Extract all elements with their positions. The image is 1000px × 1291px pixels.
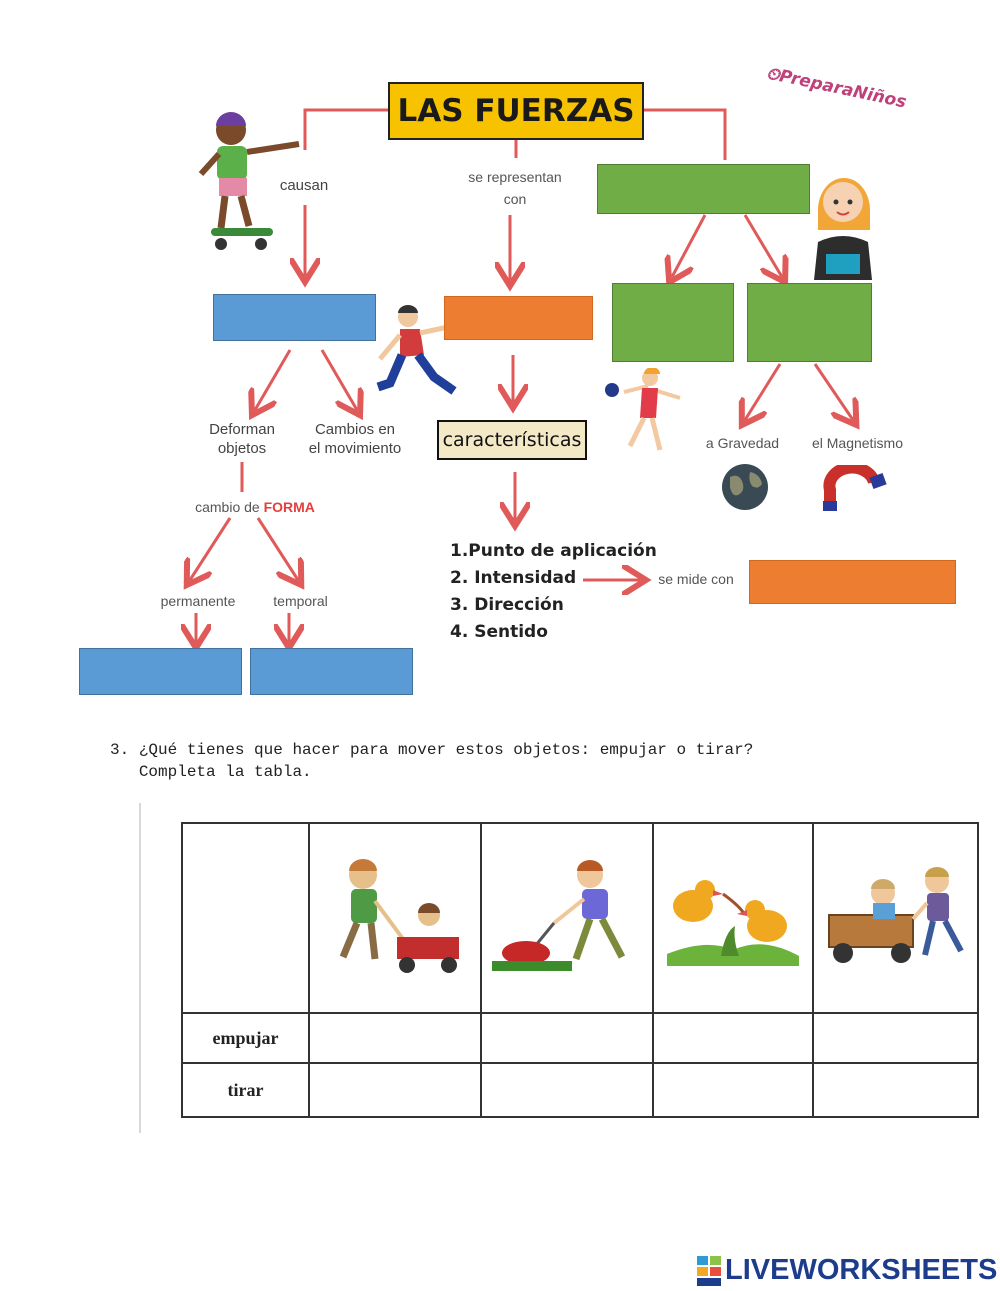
temporal-label: temporal: [273, 593, 328, 609]
deforman-label: [192, 420, 292, 458]
answer-cell[interactable]: [813, 1013, 978, 1063]
answer-cell[interactable]: [481, 1013, 653, 1063]
answer-box-green-top[interactable]: [597, 164, 810, 214]
table-cell-picture: [481, 823, 653, 1013]
answer-box-orange-unit[interactable]: [749, 560, 956, 604]
magnet-icon: [815, 465, 895, 515]
earth-globe-icon: [720, 462, 770, 512]
question-number: 3.: [110, 741, 130, 759]
answer-box-blue-permanente[interactable]: [79, 648, 242, 695]
list-item: 2. Intensidad: [450, 568, 577, 588]
cambios-label: [295, 420, 415, 458]
deforman-line-1: Deforman: [209, 421, 275, 438]
table-cell-picture: [309, 823, 481, 1013]
boy-pushing-lawnmower-icon: [492, 853, 642, 983]
magnetismo-label: el Magnetismo: [811, 435, 904, 451]
table-cell-empty: [182, 823, 309, 1013]
answer-cell[interactable]: [813, 1063, 978, 1117]
question-text: [110, 739, 753, 783]
gravedad-label: a Gravedad: [705, 435, 780, 451]
brand-text: PreparaNiños: [777, 66, 909, 113]
permanente-label: permanente: [160, 593, 236, 609]
table-row: [182, 823, 978, 1013]
table-cell-picture: [653, 823, 813, 1013]
divider-line: [139, 803, 141, 1133]
kids-pushing-cart-icon: [821, 863, 971, 973]
boy-pulling-wagon-icon: [325, 853, 465, 983]
cambio-de-text: cambio de: [195, 499, 264, 515]
teacher-woman-icon: [808, 162, 878, 280]
liveworksheets-mark-icon: [697, 1256, 721, 1286]
map-title: LAS FUERZAS: [388, 82, 644, 140]
causan-label: causan: [279, 177, 329, 194]
answer-box-green-left[interactable]: [612, 283, 734, 362]
answer-cell[interactable]: [653, 1063, 813, 1117]
cambio-de-forma-label: [180, 498, 330, 517]
answer-cell[interactable]: [309, 1063, 481, 1117]
se-representan-label: se representan: [468, 169, 562, 185]
answer-cell[interactable]: [309, 1013, 481, 1063]
liveworksheets-text: LIVEWORKSHEETS: [725, 1254, 998, 1286]
answer-box-blue-causan[interactable]: [213, 294, 376, 341]
answer-box-green-right[interactable]: [747, 283, 872, 362]
table-row: [182, 1013, 978, 1063]
liveworksheets-logo[interactable]: [697, 1254, 997, 1287]
table-row: [182, 1063, 978, 1117]
chicks-pulling-worm-icon: [663, 858, 803, 978]
answer-box-orange-representan[interactable]: [444, 296, 593, 340]
list-item: 3. Dirección: [450, 595, 564, 615]
row-label-tirar: tirar: [182, 1063, 309, 1117]
clock-icon: ⏲: [764, 63, 782, 86]
row-label-empujar: empujar: [182, 1013, 309, 1063]
list-item: 1.Punto de aplicación: [450, 541, 657, 561]
deforman-line-2: objetos: [217, 440, 267, 457]
cambios-line-1: Cambios en: [314, 421, 396, 438]
answer-box-blue-temporal[interactable]: [250, 648, 413, 695]
se-mide-con-label: se mide con: [658, 571, 734, 587]
characteristics-list: [450, 538, 657, 646]
cambios-line-2: el movimiento: [308, 440, 402, 457]
answer-cell[interactable]: [653, 1013, 813, 1063]
caracteristicas-box: características: [437, 420, 587, 460]
girl-throwing-ball-icon: [600, 368, 685, 463]
question-line-2: Completa la tabla.: [138, 763, 312, 781]
answer-cell[interactable]: [481, 1063, 653, 1117]
list-item: 4. Sentido: [450, 622, 548, 642]
con-label: con: [503, 191, 527, 207]
push-pull-table: [181, 822, 979, 1118]
table-cell-picture: [813, 823, 978, 1013]
forma-text: FORMA: [263, 499, 315, 515]
question-line-1: ¿Qué tienes que hacer para mover estos objetos: empujar o tirar?: [138, 741, 754, 759]
